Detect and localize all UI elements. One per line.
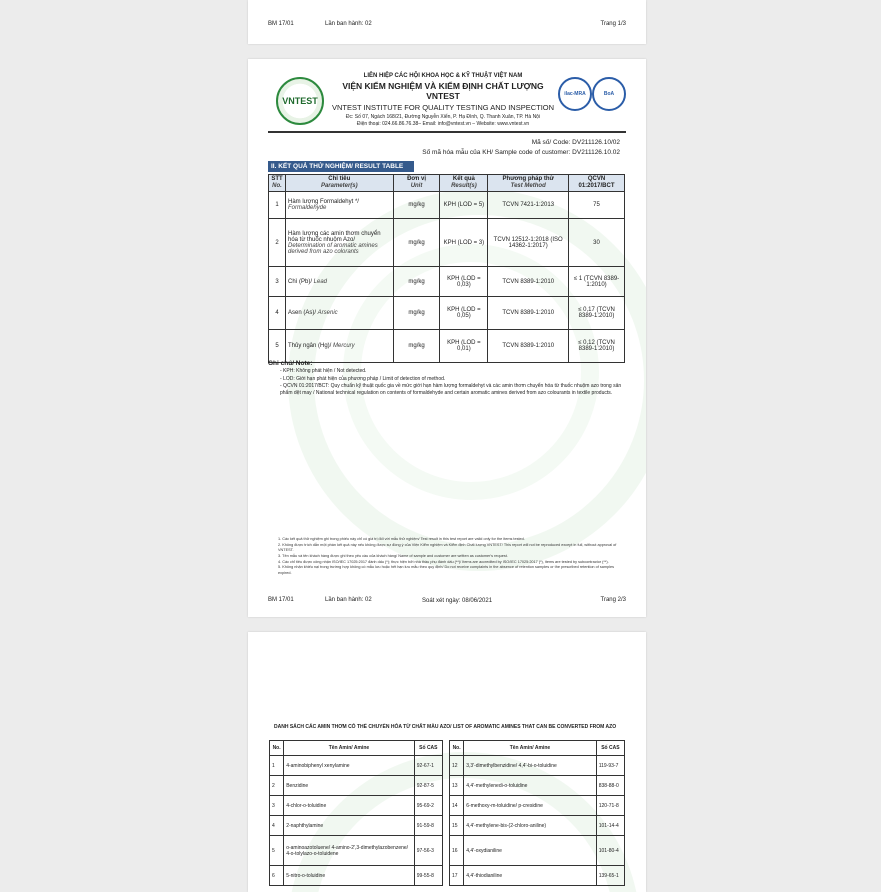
col-unit: Đơn vị Unit — [393, 175, 440, 192]
table-row: 4 2-naphthylamine 91-59-8 — [270, 816, 443, 836]
boa-seal: BoA — [592, 77, 626, 111]
form-code: BM 17/01 — [268, 21, 294, 27]
issue-number: Lần ban hành: 02 — [325, 21, 372, 27]
notes-block — [268, 359, 628, 397]
org-name-vi: VIỆN KIỂM NGHIỆM VÀ KIỂM ĐỊNH CHẤT LƯỢNG VNTEST — [342, 81, 544, 101]
result-table-header — [269, 175, 625, 192]
fine-print — [278, 537, 624, 577]
table-row: 14 6-methoxy-m-toluidine/ p-cresidine 120-71-8 — [450, 796, 625, 816]
amine-list-title: DANH SÁCH CÁC AMIN THƠM CÓ THỂ CHUYỂN HÓA TỪ CHẤT MÀU AZO/ LIST OF AROMATIC AMINES THAT CAN BE CONVERTED FROM AZO — [274, 724, 617, 730]
table-row: 1 Hàm lượng Formaldehyt */ Formaldehyde mg/kg KPH (LOD = 5) TCVN 7421-1:2013 75 — [269, 192, 625, 219]
report-page-1 — [248, 0, 646, 44]
org-address: Đc: Số 07, Ngách 168/21, Đường Nguyễn Xiển, P. Hạ Đình, Q. Thanh Xuân, TP. Hà Nội — [345, 114, 541, 120]
fine-print-item: 3. Tên mẫu và tên khách hàng được ghi theo yêu cầu của khách hàng/ Name of sample and customer are written as customer's request. — [278, 554, 508, 559]
amine-table-right — [449, 740, 625, 886]
fine-print-item: 5. Không nhận khiếu nại trong trường hợp không có mẫu lưu hoặc hết hạn lưu mẫu theo quy định/ Do not receive complaints in the absence of retention samples or the prescribed retention of samples expired. — [278, 565, 614, 576]
form-code: BM 17/01 — [268, 597, 294, 603]
table-row: 2 Hàm lượng các amin thơm chuyển hóa từ thuốc nhuộm Azo/ Determination of aromatic amines derived from azo colorants mg/kg KPH (LOD = 3) TCVN 12512-1:2018 (ISO 14362-1:2017) 30 — [269, 219, 625, 267]
org-name-en: VNTEST INSTITUTE FOR QUALITY TESTING AND INSPECTION — [331, 103, 555, 112]
fine-print-item: 2. Không được trích dẫn một phần kết quả này nếu không được sự đồng ý của Viện Kiểm nghiệm và Kiểm định Chất lượng VNTEST/ This report will not be reproduced except in full, without approval of VNTEST. — [278, 542, 617, 553]
col-parameter: Chỉ tiêu Parameter(s) — [285, 175, 393, 192]
note-item: - KPH: Không phát hiện / Not detected. — [280, 368, 367, 375]
col-method: Phương pháp thử Test Method — [488, 175, 569, 192]
table-row: 5 Thủy ngân (Hg)/ Mercury mg/kg KPH (LOD = 0,01) TCVN 8389-1:2010 ≤ 0,12 (TCVN 8389-1:2010) — [269, 330, 625, 363]
table-row: 13 4,4'-methylenedi-o-toluidine 838-88-0 — [450, 776, 625, 796]
ilac-mra-seal: ilac-MRA — [558, 77, 592, 111]
page-number: Trang 2/3 — [600, 597, 626, 603]
table-row: 2 Benzidine 92-87-5 — [270, 776, 443, 796]
table-row: 6 5-nitro-o-toluidine 99-55-8 — [270, 866, 443, 886]
org-contact: Điện thoại: 024.66.86.76.38– Email: info@vntest.vn – Website: www.vntest.vn — [356, 121, 530, 127]
table-row: 17 4,4'-thiodianiline 139-65-1 — [450, 866, 625, 886]
issue-number: Lần ban hành: 02 — [325, 597, 372, 603]
note-item: - QCVN 01:2017/BCT: Quy chuẩn kỹ thuật quốc gia về mức giới hạn hàm lượng formaldehyt và các amin thơm chuyển hóa từ thuốc nhuộm azo trong sản phẩm dệt may / National technical regulation on contents of formaldehyde and certain aromatic amines derived from azo colourants in textile products. — [280, 382, 622, 397]
report-page-2 — [248, 59, 646, 617]
col-qcvn: QCVN 01:2017/BCT — [569, 175, 625, 192]
col-stt: STT No. — [269, 175, 286, 192]
table-row: 3 Chì (Pb)/ Lead mg/kg KPH (LOD = 0,03) TCVN 8389-1:2010 ≤ 1 (TCVN 8389-1:2010) — [269, 267, 625, 297]
report-code: Mã số/ Code: DV211126.10/02 — [531, 139, 620, 146]
review-date: Soát xét ngày: 08/06/2021 — [422, 598, 493, 604]
notes-title: Ghi chú/ Note: — [268, 360, 313, 367]
note-item: - LOD: Giới hạn phát hiện của phương pháp / Limit of detection of method. — [280, 375, 446, 382]
report-page-3 — [248, 632, 646, 892]
sample-code: Số mã hóa mẫu của KH/ Sample code of customer: DV211126.10.02 — [422, 149, 620, 156]
vntest-logo: VNTEST — [276, 77, 324, 125]
table-row: 3 4-chlor-o-toluidine 95-69-2 — [270, 796, 443, 816]
table-row: 5 o-aminoazotoluene/ 4-amino-2',3-dimethylazobenzene/ 4-o-tolylazo-o-toluidene 97-56-3 — [270, 836, 443, 866]
amine-table-header: No. Tên Amin/ Amine Số CAS — [450, 741, 625, 756]
table-row: 15 4,4'-methylene-bis-(2-chloro-aniline) 101-14-4 — [450, 816, 625, 836]
page-number: Trang 1/3 — [600, 21, 626, 27]
header-rule — [268, 131, 626, 133]
table-row: 16 4,4'-oxydianiline 101-80-4 — [450, 836, 625, 866]
table-row: 1 4-aminobiphenyl xenylamine 92-67-1 — [270, 756, 443, 776]
section-title: II. KẾT QUẢ THỬ NGHIỆM/ RESULT TABLE — [268, 161, 414, 172]
fine-print-item: 1. Các kết quả thử nghiệm ghi trong phiếu này chỉ có giá trị đối với mẫu thử nghiệm/ Test result in this test report are valid only for the items tested. — [278, 537, 525, 541]
amine-table-left — [269, 740, 443, 886]
fine-print-item: 4. Các chỉ tiêu được công nhận ISO/IEC 17025:2017 đánh dấu (*); thực hiện bởi nhà thầu phụ đánh dấu (**)/ Items are accredited by ISO/IEC 17025:2017 (*), items are tested by subcontractor (**). — [278, 559, 609, 564]
amine-table-header: No. Tên Amin/ Amine Số CAS — [270, 741, 443, 756]
table-row: 4 Asen (As)/ Arsenic mg/kg KPH (LOD = 0,05) TCVN 8389-1:2010 ≤ 0,17 (TCVN 8389-1:2010) — [269, 297, 625, 330]
organization-header — [328, 73, 558, 127]
col-result: Kết quả Result(s) — [440, 175, 488, 192]
org-parent: LIÊN HIỆP CÁC HỘI KHOA HỌC & KỸ THUẬT VIỆT NAM — [363, 73, 523, 79]
table-row: 12 3,3'-dimethylbenzidine/ 4,4'-bi-o-toluidine 119-93-7 — [450, 756, 625, 776]
result-table — [268, 174, 625, 363]
